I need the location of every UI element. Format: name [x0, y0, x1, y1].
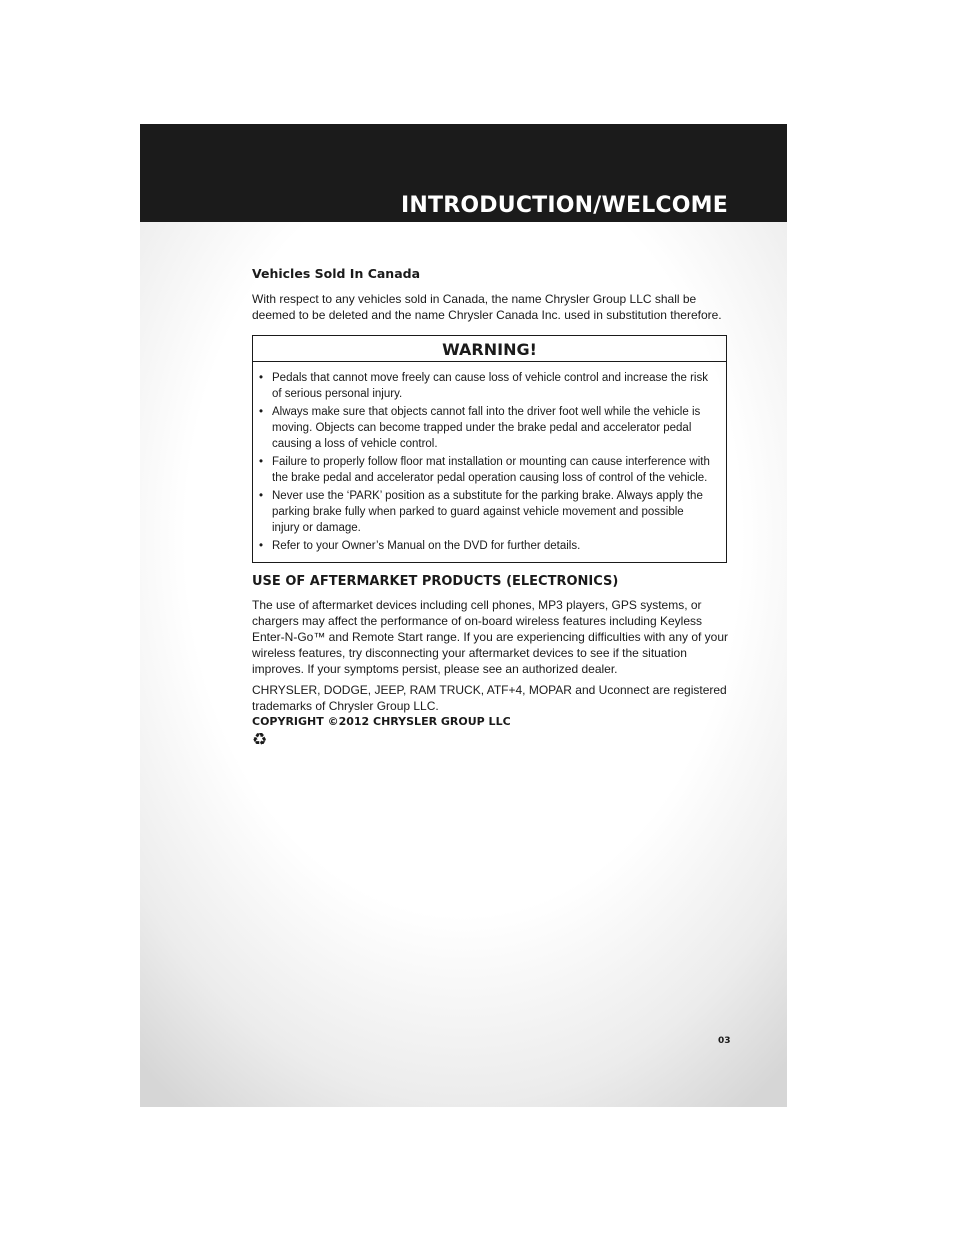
bullet: •	[259, 372, 264, 384]
bullet: •	[259, 540, 264, 552]
warning-item	[259, 370, 714, 402]
manual-page	[140, 124, 787, 1107]
page-content	[252, 266, 730, 750]
page-number: 03	[718, 1036, 731, 1046]
bullet: •	[259, 406, 264, 418]
canada-text: With respect to any vehicles sold in Canada, the name Chrysler Group LLC shall be deemed to be deleted and the name Chrysler Canada Inc. used in substitution therefore.	[252, 292, 722, 322]
warning-item	[259, 454, 714, 486]
copyright-text: COPYRIGHT ©2012 CHRYSLER GROUP LLC	[252, 715, 511, 728]
warning-item-text: Refer to your Owner’s Manual on the DVD for further details.	[272, 540, 581, 552]
warning-item	[259, 404, 714, 452]
warning-box	[252, 335, 727, 563]
aftermarket-heading: USE OF AFTERMARKET PRODUCTS (ELECTRONICS)	[252, 574, 619, 589]
bullet: •	[259, 456, 264, 468]
trademark-text: CHRYSLER, DODGE, JEEP, RAM TRUCK, ATF+4, MOPAR and Uconnect are registered trademarks of Chrysler Group LLC.	[252, 683, 727, 713]
warning-list	[253, 362, 726, 562]
page-header	[140, 124, 787, 222]
canada-heading: Vehicles Sold In Canada	[252, 266, 421, 281]
warning-item-text: Failure to properly follow floor mat installation or mounting can cause interference with the brake pedal and accelerator pedal operation causing loss of control of the vehicle.	[272, 456, 710, 484]
warning-item	[259, 488, 714, 536]
warning-item-text: Pedals that cannot move freely can cause loss of vehicle control and increase the risk of serious personal injury.	[272, 372, 708, 400]
aftermarket-text: The use of aftermarket devices including cell phones, MP3 players, GPS systems, or chargers may affect the performance of on-board wireless features including Keyless Enter-N-Go™ and Remote Start range. If you are experiencing difficulties with any of your wireless features, try disconnecting your aftermarket devices to see if the situation improves. If your symptoms persist, please see an authorized dealer.	[252, 598, 729, 676]
warning-item-text: Always make sure that objects cannot fall into the driver foot well while the vehicle is moving. Objects can become trapped under the brake pedal and accelerator pedal causing a loss of vehicle control.	[272, 406, 701, 450]
bullet: •	[259, 490, 264, 502]
warning-item	[259, 538, 714, 554]
header-title: INTRODUCTION/WELCOME	[401, 193, 728, 218]
warning-title: WARNING!	[253, 336, 726, 362]
warning-item-text: Never use the ‘PARK’ position as a substitute for the parking brake. Always apply the parking brake fully when parked to guard against vehicle movement and possible injury or damage.	[272, 490, 703, 534]
recycle-icon: ♻	[252, 730, 268, 749]
